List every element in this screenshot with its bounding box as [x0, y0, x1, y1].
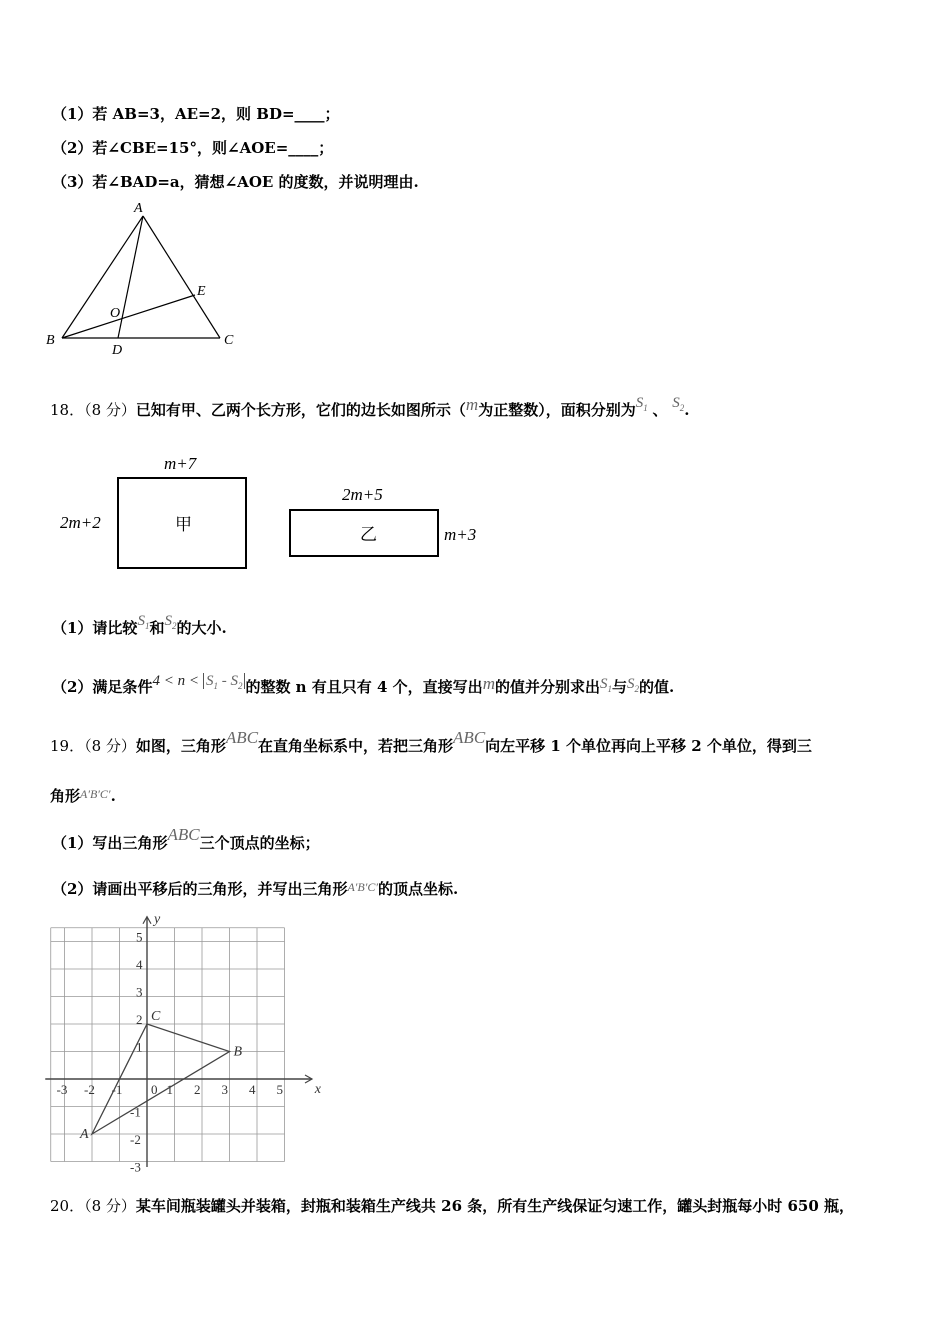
- y-tick-label: 2: [136, 1012, 143, 1027]
- segment-ac: [143, 216, 220, 338]
- q18-part1-s2: $S_2$: [164, 613, 177, 631]
- q18-end: .: [684, 401, 690, 419]
- x-axis-label: x: [314, 1082, 321, 1097]
- q18-m: m: [465, 395, 479, 414]
- label-e: E: [197, 284, 206, 299]
- q18-part1: （1）请比较$S_1$和$S_2$的大小.: [52, 613, 227, 637]
- label-a: A: [134, 201, 143, 216]
- q18-number: 18．（8 分）: [50, 401, 136, 419]
- y-tick-label: 5: [136, 929, 143, 945]
- q18-s2: $S_2$: [672, 395, 685, 413]
- rect-jia-label: 甲: [175, 515, 192, 534]
- rect-yi-top-label: 2m+5: [342, 485, 383, 504]
- q18-part2: （2）满足条件$4 < n < S_1 - S_2$ 的整数 n 有且只有 4 个，直接写出m的值并分别求出$S_1$与$S_2$的值.: [52, 673, 675, 696]
- q19-part2: （2）请画出平移后的三角形，并写出三角形$^{A'B'C'}$的顶点坐标.: [52, 880, 459, 898]
- q18-stem: [50, 395, 690, 426]
- x-tick-label: 5: [276, 1082, 283, 1097]
- x-tick-label: -1: [111, 1082, 123, 1097]
- y-tick-label: -2: [130, 1132, 141, 1147]
- q20-stem: [50, 1196, 854, 1216]
- q20-number: 20．（8 分）: [50, 1197, 136, 1215]
- y-axis-label: y: [154, 912, 161, 927]
- q17-part2: （2）若∠CBE=15°，则∠AOE=____；: [52, 139, 334, 157]
- rect-jia-left-label: 2m+2: [60, 513, 101, 532]
- rectangles-figure: [50, 448, 510, 578]
- triangle-figure: [40, 196, 250, 356]
- rect-yi-label: 乙: [360, 525, 377, 544]
- q18-sep: 、: [652, 401, 668, 419]
- q17-part3: （3）若∠BAD=a，猜想∠AOE 的度数，并说明理由.: [52, 173, 419, 191]
- y-tick-label: 3: [136, 984, 143, 1000]
- q18-part1-s1: $S_1$: [137, 613, 150, 631]
- x-tick-label: -3: [56, 1082, 68, 1097]
- q18-text-a: 已知有甲、乙两个长方形，它们的边长如图所示（: [135, 401, 466, 419]
- y-tick-label: 4: [136, 957, 143, 972]
- q19-stem-line1: 19．（8 分）如图，三角形ABC在直角坐标系中，若把三角形ABC向左平移 1 个单位再向上平移 2 个单位，得到三: [50, 728, 812, 755]
- x-tick-label: -2: [84, 1082, 95, 1097]
- rect-jia-top-label: m+7: [164, 454, 197, 473]
- label-c: C: [224, 333, 234, 348]
- x-tick-label: 3: [221, 1082, 228, 1097]
- x-tick-label: 4: [249, 1082, 256, 1097]
- point-label-c: C: [151, 1009, 161, 1024]
- segment-be: [62, 295, 195, 338]
- y-tick-label: -1: [130, 1104, 141, 1120]
- x-tick-label: 2: [194, 1082, 201, 1097]
- rect-yi-right-label: m+3: [444, 525, 477, 544]
- y-tick-label: -3: [130, 1159, 141, 1174]
- q19-abc-prime: A′B′C′: [80, 787, 111, 801]
- label-d: D: [112, 343, 123, 356]
- q20-text: 某车间瓶装罐头并装箱，封瓶和装箱生产线共 26 条，所有生产线保证匀速工作，罐头封瓶每小时 650 瓶，: [135, 1197, 854, 1215]
- q19-stem-line2: 角形$^{A'B'C'}$.: [50, 787, 116, 805]
- label-o: O: [110, 306, 121, 321]
- q18-inequality: $4 < n < S_1 - S_2$: [152, 673, 245, 689]
- q19-number: 19．（8 分）: [50, 737, 136, 755]
- q18-s1: $S_1$: [635, 395, 648, 413]
- y-tick-label: 1: [136, 1039, 143, 1055]
- q18-text-b: 为正整数），面积分别为: [478, 401, 636, 419]
- q17-part1: （1）若 AB=3，AE=2，则 BD=____；: [52, 105, 340, 123]
- x-tick-label: 0: [151, 1082, 158, 1097]
- coordinate-grid: [40, 912, 340, 1174]
- point-label-a: A: [80, 1127, 89, 1142]
- x-tick-label: 1: [166, 1082, 173, 1097]
- q19-part1: （1）写出三角形ABC三个顶点的坐标；: [52, 825, 320, 852]
- q19-abc: ABC: [225, 728, 259, 747]
- label-b: B: [46, 333, 55, 348]
- point-label-b: B: [233, 1044, 243, 1060]
